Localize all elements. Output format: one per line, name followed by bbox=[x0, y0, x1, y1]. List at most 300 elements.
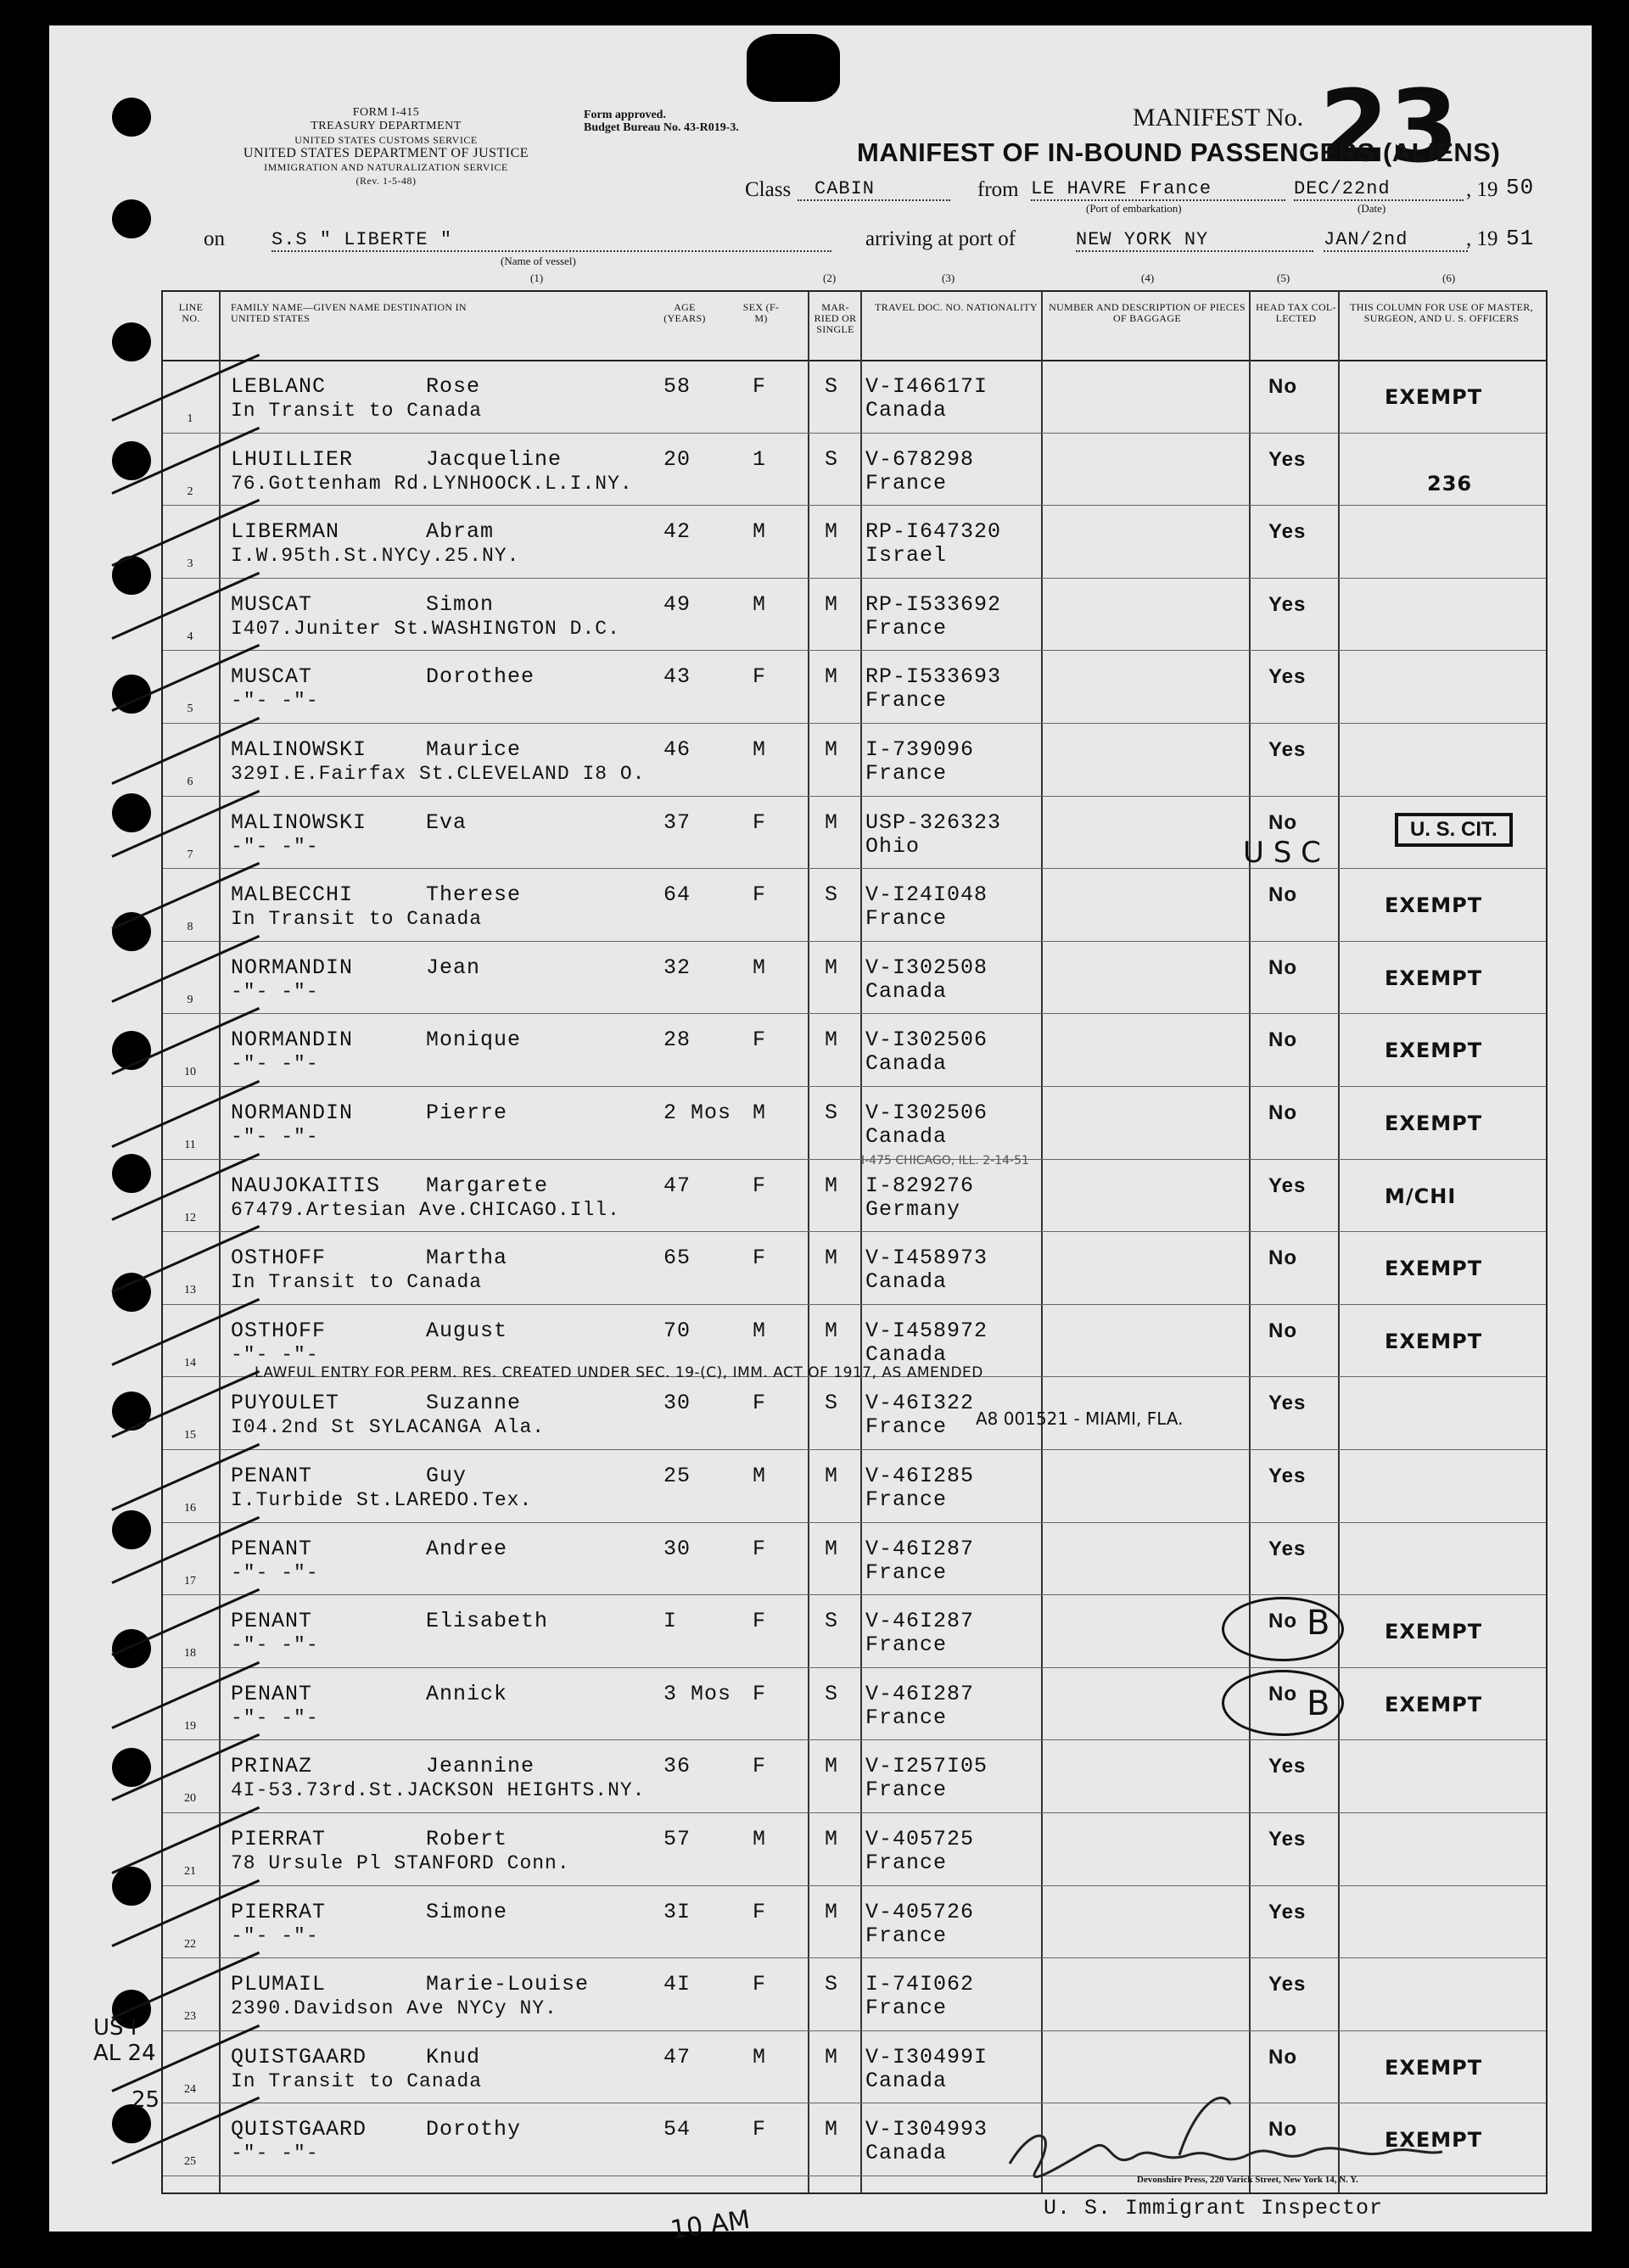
table-row bbox=[163, 360, 1546, 434]
family-name: PRINAZ bbox=[231, 1754, 313, 1779]
punch-hole bbox=[112, 1629, 151, 1668]
class-label: Class bbox=[745, 178, 792, 201]
officer-note: EXEMPT bbox=[1385, 966, 1483, 990]
officer-note: EXEMPT bbox=[1385, 1112, 1483, 1135]
sex: F bbox=[753, 2117, 767, 2142]
travel-doc: RP-I647320 bbox=[865, 519, 1002, 545]
nationality: Canada bbox=[865, 978, 948, 1004]
marital-status: M bbox=[825, 664, 839, 690]
nationality: France bbox=[865, 688, 948, 714]
line-number: 3 bbox=[187, 557, 193, 571]
line-number: 21 bbox=[184, 1865, 196, 1878]
marital-status: M bbox=[825, 1827, 839, 1851]
punch-hole bbox=[112, 199, 151, 238]
head-tax: No bbox=[1268, 2045, 1297, 2069]
sex: F bbox=[753, 1536, 767, 1561]
arrival-date: JAN/2nd bbox=[1324, 229, 1468, 252]
line-number: 19 bbox=[184, 1719, 196, 1733]
form-info bbox=[204, 106, 568, 188]
officer-note: EXEMPT bbox=[1385, 1692, 1483, 1716]
nationality: Canada bbox=[865, 2141, 948, 2166]
age: 3I bbox=[663, 1899, 691, 1924]
nationality: France bbox=[865, 1560, 948, 1585]
table-row bbox=[163, 433, 1546, 507]
table-row bbox=[163, 1522, 1546, 1596]
head-tax: Yes bbox=[1268, 520, 1307, 544]
margin-note-1: US I bbox=[93, 2015, 137, 2041]
destination: In Transit to Canada bbox=[231, 400, 483, 422]
col-travel: TRAVEL DOC. NO. NATIONALITY bbox=[875, 301, 1038, 313]
age: 20 bbox=[663, 446, 691, 472]
destination: I04.2nd St SYLACANGA Ala. bbox=[231, 1416, 546, 1439]
sex: M bbox=[753, 1100, 767, 1125]
col-line: LINE NO. bbox=[178, 301, 204, 324]
marital-status: M bbox=[825, 1464, 839, 1488]
head-tax: No bbox=[1268, 955, 1297, 979]
line-number: 10 bbox=[184, 1066, 196, 1079]
nationality: France bbox=[865, 1996, 948, 2021]
age: 4I bbox=[663, 1972, 691, 1997]
nationality: France bbox=[865, 1705, 948, 1730]
given-name: Rose bbox=[426, 374, 481, 399]
nationality: France bbox=[865, 470, 948, 496]
lawful-entry-note: LAWFUL ENTRY FOR PERM. RES. CREATED UNDER SEC. 19-(C), IMM. ACT OF 1917, AS AMENDED bbox=[255, 1364, 983, 1381]
table-row bbox=[163, 941, 1546, 1015]
table-row bbox=[163, 1231, 1546, 1305]
family-name: QUISTGAARD bbox=[231, 2044, 367, 2069]
sex: F bbox=[753, 882, 767, 908]
head-tax: No bbox=[1268, 1101, 1297, 1124]
line-number: 2 bbox=[187, 484, 193, 498]
age: 46 bbox=[663, 737, 691, 762]
arrival-port: NEW YORK NY bbox=[1076, 229, 1313, 252]
travel-doc: RP-I533693 bbox=[865, 664, 1002, 690]
officer-note: U. S. CIT. bbox=[1395, 813, 1513, 847]
punch-hole bbox=[112, 1154, 151, 1193]
marital-status: M bbox=[825, 1899, 839, 1924]
travel-doc: V-I46617I bbox=[865, 374, 988, 399]
printer-credit: Devonshire Press, 220 Varick Street, New York 14, N. Y. bbox=[1137, 2175, 1358, 2185]
given-name: Elisabeth bbox=[426, 1609, 549, 1634]
table-row bbox=[163, 1957, 1546, 2031]
travel-doc: V-46I322 bbox=[865, 1391, 975, 1416]
sex: F bbox=[753, 1246, 767, 1271]
family-name: PENANT bbox=[231, 1536, 313, 1561]
sex: F bbox=[753, 1754, 767, 1779]
nationality: France bbox=[865, 906, 948, 932]
col-number-6: (6) bbox=[1442, 272, 1456, 284]
given-name: Margarete bbox=[426, 1173, 549, 1198]
head-tax: Yes bbox=[1268, 1900, 1307, 1924]
family-name: OSTHOFF bbox=[231, 1246, 327, 1271]
sex: M bbox=[753, 591, 767, 617]
chicago-note: I-475 CHICAGO, ILL. 2-14-51 bbox=[861, 1154, 1029, 1168]
head-tax: No bbox=[1268, 375, 1297, 398]
given-name: Andree bbox=[426, 1536, 508, 1561]
age: 42 bbox=[663, 519, 691, 545]
line-number: 17 bbox=[184, 1574, 196, 1588]
table-row bbox=[163, 578, 1546, 652]
table-row bbox=[163, 650, 1546, 724]
marital-status: M bbox=[825, 737, 839, 762]
form-number: FORM I-415 bbox=[352, 106, 420, 119]
table-row bbox=[163, 796, 1546, 870]
travel-doc: RP-I533692 bbox=[865, 591, 1002, 617]
age: 30 bbox=[663, 1391, 691, 1416]
destination: 329I.E.Fairfax St.CLEVELAND I8 O. bbox=[231, 763, 646, 785]
age: 64 bbox=[663, 882, 691, 908]
passenger-table bbox=[161, 290, 1548, 2194]
sex: M bbox=[753, 519, 767, 545]
line-number: 20 bbox=[184, 1792, 196, 1806]
manifest-title: MANIFEST OF IN-BOUND PASSENGERS (ALIENS) bbox=[857, 137, 1501, 167]
destination: -"- -"- bbox=[231, 690, 319, 713]
travel-doc: V-405726 bbox=[865, 1899, 975, 1924]
travel-doc: V-678298 bbox=[865, 446, 975, 472]
given-name: Jeannine bbox=[426, 1754, 535, 1779]
line-number: 8 bbox=[187, 921, 193, 934]
officer-note: EXEMPT bbox=[1385, 893, 1483, 918]
year1-prefix: , 19 bbox=[1466, 178, 1498, 201]
officer-note: EXEMPT bbox=[1385, 385, 1483, 409]
age: 47 bbox=[663, 2044, 691, 2069]
col-number-4: (4) bbox=[1141, 272, 1155, 284]
class-value: CABIN bbox=[798, 178, 950, 201]
col-baggage: NUMBER AND DESCRIPTION OF PIECES OF BAGGAGE bbox=[1049, 301, 1246, 324]
vessel-caption: (Name of vessel) bbox=[501, 255, 576, 267]
col-number-5: (5) bbox=[1277, 272, 1290, 284]
nationality: Germany bbox=[865, 1196, 961, 1222]
destination: 2390.Davidson Ave NYCy NY. bbox=[231, 1997, 557, 2020]
family-name: PUYOULET bbox=[231, 1391, 340, 1416]
table-row bbox=[163, 1159, 1546, 1233]
sex: M bbox=[753, 1464, 767, 1488]
head-tax: Yes bbox=[1268, 665, 1307, 689]
travel-doc: I-829276 bbox=[865, 1173, 975, 1198]
nationality: France bbox=[865, 1778, 948, 1803]
age: 57 bbox=[663, 1827, 691, 1851]
age: 58 bbox=[663, 374, 691, 399]
marital-status: M bbox=[825, 1318, 839, 1343]
destination: -"- -"- bbox=[231, 1924, 319, 1947]
sex: F bbox=[753, 374, 767, 399]
nationality: Canada bbox=[865, 1269, 948, 1295]
family-name: LIBERMAN bbox=[231, 519, 340, 545]
family-name: PIERRAT bbox=[231, 1827, 327, 1851]
punch-hole bbox=[112, 1748, 151, 1787]
given-name: Abram bbox=[426, 519, 495, 545]
family-name: LEBLANC bbox=[231, 374, 327, 399]
destination: 78 Ursule Pl STANFORD Conn. bbox=[231, 1852, 570, 1874]
age: 43 bbox=[663, 664, 691, 690]
marital-status: M bbox=[825, 2044, 839, 2069]
from-value: LE HAVRE France bbox=[1031, 178, 1285, 201]
family-name: NAUJOKAITIS bbox=[231, 1173, 381, 1198]
age: 54 bbox=[663, 2117, 691, 2142]
sex: M bbox=[753, 1827, 767, 1851]
col-officers: THIS COLUMN FOR USE OF MASTER, SURGEON, AND U. S. OFFICERS bbox=[1350, 301, 1533, 324]
table-row bbox=[163, 1086, 1546, 1160]
sex: M bbox=[753, 955, 767, 980]
age: 49 bbox=[663, 591, 691, 617]
top-tear bbox=[747, 34, 840, 102]
nationality: France bbox=[865, 1414, 948, 1440]
marital-status: M bbox=[825, 1246, 839, 1271]
table-row bbox=[163, 1885, 1546, 1959]
travel-doc: V-I302506 bbox=[865, 1100, 988, 1125]
marital-status: M bbox=[825, 955, 839, 980]
family-name: PENANT bbox=[231, 1464, 313, 1488]
travel-doc: V-46I285 bbox=[865, 1464, 975, 1488]
line-number: 9 bbox=[187, 993, 193, 1006]
col-married: MAR- RIED OR SINGLE bbox=[814, 301, 857, 335]
marital-status: M bbox=[825, 1173, 839, 1198]
destination: -"- -"- bbox=[231, 1343, 319, 1366]
arriving-label: arriving at port of bbox=[865, 227, 1016, 250]
line-number: 16 bbox=[184, 1502, 196, 1515]
usc-handwritten: U S C bbox=[1243, 836, 1321, 870]
head-tax: Yes bbox=[1268, 1464, 1307, 1487]
margin-note-2: AL 24 bbox=[93, 2041, 156, 2066]
travel-doc: I-74I062 bbox=[865, 1972, 975, 1997]
alien-registration-note: A8 001521 - MIAMI, FLA. bbox=[976, 1408, 1184, 1429]
officer-note: EXEMPT bbox=[1385, 1039, 1483, 1063]
table-row bbox=[163, 1013, 1546, 1087]
nationality: Ohio bbox=[865, 833, 921, 859]
customs-service: UNITED STATES CUSTOMS SERVICE bbox=[294, 134, 478, 146]
marital-status: S bbox=[825, 1609, 839, 1634]
travel-doc: V-I30499I bbox=[865, 2044, 988, 2069]
from-label: from bbox=[977, 178, 1019, 201]
officer-note: EXEMPT bbox=[1385, 1329, 1483, 1353]
head-tax: Yes bbox=[1268, 1392, 1307, 1415]
line-number: 7 bbox=[187, 848, 193, 861]
sex: F bbox=[753, 1609, 767, 1634]
given-name: August bbox=[426, 1318, 508, 1343]
sex: F bbox=[753, 664, 767, 690]
travel-doc: I-739096 bbox=[865, 737, 975, 762]
punch-hole bbox=[112, 1867, 151, 1906]
marital-status: S bbox=[825, 1391, 839, 1416]
head-tax: No bbox=[1268, 1246, 1297, 1270]
head-tax: Yes bbox=[1268, 1973, 1307, 1996]
sex: F bbox=[753, 1028, 767, 1053]
travel-doc: V-I257I05 bbox=[865, 1754, 988, 1779]
line-number: 5 bbox=[187, 703, 193, 716]
line-number: 13 bbox=[184, 1284, 196, 1297]
punch-hole bbox=[112, 1510, 151, 1549]
travel-doc: V-405725 bbox=[865, 1827, 975, 1851]
sex: M bbox=[753, 737, 767, 762]
age: 70 bbox=[663, 1318, 691, 1343]
family-name: MUSCAT bbox=[231, 591, 313, 617]
family-name: MALINOWSKI bbox=[231, 809, 367, 835]
marital-status: S bbox=[825, 1100, 839, 1125]
col-number-3: (3) bbox=[942, 272, 955, 284]
marital-status: S bbox=[825, 1681, 839, 1706]
line-number: 22 bbox=[184, 1937, 196, 1951]
family-name: PLUMAIL bbox=[231, 1972, 327, 1997]
nationality: France bbox=[865, 761, 948, 786]
destination: -"- -"- bbox=[231, 1126, 319, 1148]
age: 37 bbox=[663, 809, 691, 835]
port-embark-caption: (Port of embarkation) bbox=[1086, 202, 1182, 215]
age: 25 bbox=[663, 1464, 691, 1488]
sex: F bbox=[753, 1972, 767, 1997]
destination: -"- -"- bbox=[231, 1053, 319, 1076]
punch-hole bbox=[112, 1273, 151, 1312]
year1: 50 bbox=[1506, 175, 1535, 200]
time-note: 10 AM bbox=[669, 2204, 753, 2246]
year2-prefix: , 19 bbox=[1466, 227, 1498, 250]
officer-note: EXEMPT bbox=[1385, 1620, 1483, 1644]
head-tax: Yes bbox=[1268, 738, 1307, 761]
destination: -"- -"- bbox=[231, 1634, 319, 1657]
given-name: Jean bbox=[426, 955, 481, 980]
justice-dept: UNITED STATES DEPARTMENT OF JUSTICE bbox=[243, 146, 529, 160]
destination: In Transit to Canada bbox=[231, 1271, 483, 1294]
destination: 76.Gottenham Rd.LYNHOOCK.L.I.NY. bbox=[231, 472, 633, 495]
head-tax: No bbox=[1268, 1682, 1297, 1705]
officer-note: EXEMPT bbox=[1385, 1257, 1483, 1281]
sex: M bbox=[753, 1318, 767, 1343]
revision: (Rev. 1-5-48) bbox=[355, 175, 417, 187]
given-name: Guy bbox=[426, 1464, 467, 1488]
table-row bbox=[163, 1376, 1546, 1450]
age: 3 Mos bbox=[663, 1681, 732, 1706]
line-number: 12 bbox=[184, 1211, 196, 1224]
col-headtax: HEAD TAX COL- LECTED bbox=[1256, 301, 1336, 324]
destination: -"- -"- bbox=[231, 2142, 319, 2165]
nationality: Canada bbox=[865, 2068, 948, 2093]
destination: I.Turbide St.LAREDO.Tex. bbox=[231, 1489, 533, 1511]
nationality: Israel bbox=[865, 543, 948, 568]
line-number: 1 bbox=[187, 412, 193, 425]
age: 36 bbox=[663, 1754, 691, 1779]
age: 30 bbox=[663, 1536, 691, 1561]
family-name: NORMANDIN bbox=[231, 1028, 354, 1053]
given-name: Marie-Louise bbox=[426, 1972, 590, 1997]
manifest-label: MANIFEST No. bbox=[1133, 104, 1304, 132]
head-tax: No bbox=[1268, 810, 1297, 834]
form-approval bbox=[584, 109, 739, 134]
given-name: Simon bbox=[426, 591, 495, 617]
nationality: France bbox=[865, 1487, 948, 1512]
head-tax: Yes bbox=[1268, 1173, 1307, 1197]
given-name: Simone bbox=[426, 1899, 508, 1924]
travel-doc: V-46I287 bbox=[865, 1536, 975, 1561]
given-name: Annick bbox=[426, 1681, 508, 1706]
given-name: Martha bbox=[426, 1246, 508, 1271]
date-caption: (Date) bbox=[1358, 202, 1386, 215]
marital-status: M bbox=[825, 1754, 839, 1779]
officer-note: EXEMPT bbox=[1385, 2128, 1483, 2153]
table-row bbox=[163, 1739, 1546, 1813]
marital-status: M bbox=[825, 1028, 839, 1053]
department: TREASURY DEPARTMENT bbox=[311, 120, 462, 132]
vessel-name: S.S " LIBERTE " bbox=[272, 229, 831, 252]
head-tax: Yes bbox=[1268, 1755, 1307, 1778]
age: I bbox=[663, 1609, 678, 1634]
sex: F bbox=[753, 809, 767, 835]
head-tax: No bbox=[1268, 1610, 1297, 1633]
age: 65 bbox=[663, 1246, 691, 1271]
marital-status: S bbox=[825, 374, 839, 399]
head-tax: No bbox=[1268, 2118, 1297, 2142]
age: 2 Mos bbox=[663, 1100, 732, 1125]
destination: In Transit to Canada bbox=[231, 2069, 483, 2092]
table-row bbox=[163, 868, 1546, 942]
head-tax: No bbox=[1268, 1319, 1297, 1342]
ins: IMMIGRATION AND NATURALIZATION SERVICE bbox=[264, 161, 508, 173]
budget-text: Budget Bureau No. 43-R019-3. bbox=[584, 121, 739, 134]
nationality: Canada bbox=[865, 1124, 948, 1149]
punch-hole bbox=[112, 98, 151, 137]
family-name: NORMANDIN bbox=[231, 955, 354, 980]
destination: -"- -"- bbox=[231, 1561, 319, 1584]
nationality: France bbox=[865, 1923, 948, 1948]
nationality: Canada bbox=[865, 1341, 948, 1367]
given-name: Therese bbox=[426, 882, 522, 908]
marital-status: M bbox=[825, 591, 839, 617]
sex: M bbox=[753, 2044, 767, 2069]
given-name: Jacqueline bbox=[426, 446, 563, 472]
sex: F bbox=[753, 1173, 767, 1198]
given-name: Monique bbox=[426, 1028, 522, 1053]
punch-hole bbox=[112, 322, 151, 361]
col-sex: SEX (F-M) bbox=[742, 301, 780, 324]
officer-note: M/CHI bbox=[1385, 1184, 1457, 1208]
destination: I407.Juniter St.WASHINGTON D.C. bbox=[231, 617, 620, 640]
margin-note-3: 25 bbox=[132, 2087, 160, 2113]
nationality: France bbox=[865, 1851, 948, 1875]
manifest-number: 23 bbox=[1319, 68, 1459, 185]
col-age: AGE (YEARS) bbox=[663, 301, 706, 324]
sex: 1 bbox=[753, 446, 767, 472]
destination: In Transit to Canada bbox=[231, 908, 483, 931]
age: 32 bbox=[663, 955, 691, 980]
marital-status: S bbox=[825, 446, 839, 472]
destination: 4I-53.73rd.St.JACKSON HEIGHTS.NY. bbox=[231, 1779, 646, 1802]
destination: I.W.95th.St.NYCy.25.NY. bbox=[231, 545, 520, 568]
destination: -"- -"- bbox=[231, 835, 319, 858]
table-row bbox=[163, 1812, 1546, 1886]
marital-status: M bbox=[825, 809, 839, 835]
b-mark: B bbox=[1307, 1604, 1330, 1643]
family-name: LHUILLIER bbox=[231, 446, 354, 472]
family-name: PENANT bbox=[231, 1609, 313, 1634]
b-mark: B bbox=[1307, 1684, 1330, 1723]
destination: -"- -"- bbox=[231, 980, 319, 1003]
line-number: 11 bbox=[184, 1139, 196, 1151]
table-row bbox=[163, 1449, 1546, 1523]
nationality: Canada bbox=[865, 1051, 948, 1077]
travel-doc: V-I304993 bbox=[865, 2117, 988, 2142]
head-tax: Yes bbox=[1268, 1828, 1307, 1851]
marital-status: S bbox=[825, 882, 839, 908]
on-label: on bbox=[204, 227, 225, 250]
departure-date: DEC/22nd bbox=[1294, 178, 1464, 201]
nationality: France bbox=[865, 1632, 948, 1658]
inspector-title: U. S. Immigrant Inspector bbox=[1044, 2196, 1384, 2220]
col-name: FAMILY NAME—GIVEN NAME DESTINATION IN UNITED STATES bbox=[231, 301, 467, 324]
travel-doc: USP-326323 bbox=[865, 809, 1002, 835]
destination: 67479.Artesian Ave.CHICAGO.Ill. bbox=[231, 1198, 620, 1221]
nationality: France bbox=[865, 615, 948, 641]
given-name: Dorothy bbox=[426, 2117, 522, 2142]
family-name: MUSCAT bbox=[231, 664, 313, 690]
officer-note: 236 bbox=[1427, 471, 1473, 496]
